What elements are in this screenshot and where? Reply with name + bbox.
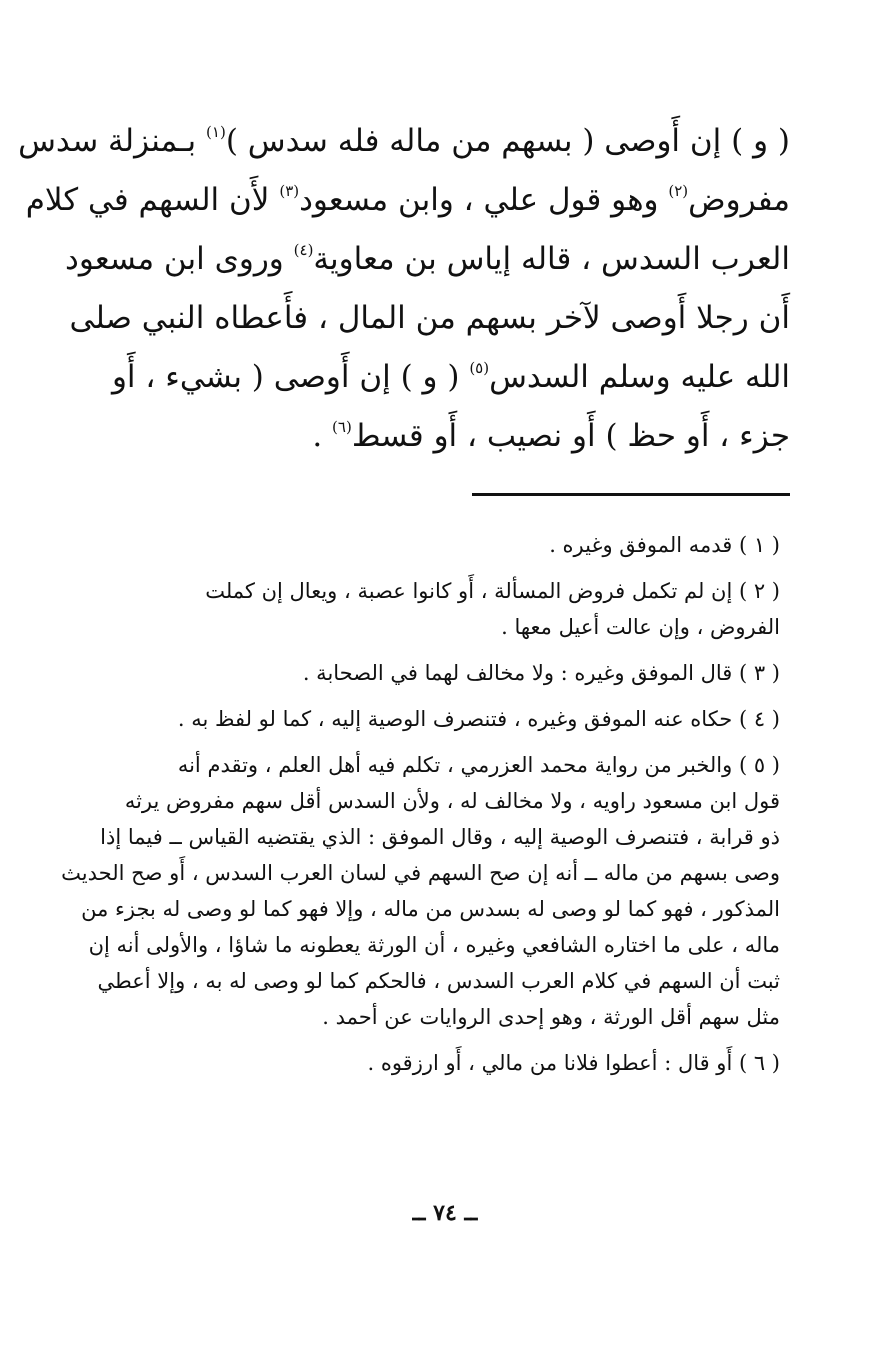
footnote-marker: (٤) — [293, 241, 314, 259]
footnotes-block — [46, 527, 780, 1091]
footnote-marker: (٢) — [668, 182, 689, 200]
main-text-line: أَن رجلا أَوصى لآخر بسهم من المال ، فأَعطاه النبي صلى — [69, 300, 790, 336]
footnote-6 — [46, 1045, 780, 1081]
footnote-line: ( ٥ ) والخبر من رواية محمد العزرمي ، تكلم فيه أهل العلم ، وتقدم أنه — [177, 753, 780, 777]
footnote-line: مثل سهم أقل الورثة ، وهو إحدى الروايات عن أحمد . — [322, 1005, 780, 1029]
footnote-marker: (٥) — [469, 359, 490, 377]
main-text-line: الله عليه وسلم السدس$^{(٥)}$ ( و ) إن أَوصى ( بشيء ، أَو — [111, 359, 790, 395]
footnote-line: ماله ، على ما اختاره الشافعي وغيره ، أن الورثة يعطونه ما شاؤا ، والأولى أنه إن — [88, 933, 780, 957]
footnote-4 — [46, 701, 780, 737]
footnote-5 — [46, 747, 780, 1035]
footnote-line: ثبت أن السهم في كلام العرب السدس ، فالحكم كما لو وصى له به ، وإلا أعطي — [97, 969, 780, 993]
main-text-line: ( و ) إن أَوصى ( بسهم من ماله فله سدس )$^{(١)}$ بـمنزلة سدس — [18, 123, 790, 159]
footnote-marker: (٣) — [279, 182, 300, 200]
footnote-line: ( ١ ) قدمه الموفق وغيره . — [549, 533, 780, 557]
main-text-line: جزء ، أَو حظ ) أَو نصيب ، أَو قسط$^{(٦)}$ . — [312, 418, 790, 454]
footnote-line: ( ٢ ) إن لم تكمل فروض المسألة ، أَو كانوا عصبة ، ويعال إن كملت — [205, 579, 780, 603]
main-text-line: العرب السدس ، قاله إياس بن معاوية$^{(٤)}$ وروى ابن مسعود — [65, 241, 790, 277]
page-number: ــ ٧٤ ــ — [412, 1200, 478, 1226]
main-text-block — [18, 112, 790, 466]
footnote-divider — [472, 493, 790, 496]
footnote-line: ( ٤ ) حكاه عنه الموفق وغيره ، فتنصرف الوصية إليه ، كما لو لفظ به . — [177, 707, 780, 731]
footnote-marker: (٦) — [332, 418, 352, 436]
footnote-line: ذو قرابة ، فتنصرف الوصية إليه ، وقال الموفق : الذي يقتضيه القياس ــ فيما إذا — [100, 825, 780, 849]
footnote-3 — [46, 655, 780, 691]
footnote-line: المذكور ، فهو كما لو وصى له بسدس من ماله ، وإلا فهو كما لو وصى له بجزء من — [81, 897, 780, 921]
footnote-line: ( ٣ ) قال الموفق وغيره : ولا مخالف لهما في الصحابة . — [302, 661, 780, 685]
footnote-2 — [46, 573, 780, 645]
footnote-line: قول ابن مسعود راويه ، ولا مخالف له ، ولأن السدس أقل سهم مفروض يرثه — [124, 789, 780, 813]
footnote-line: ( ٦ ) أَو قال : أعطوا فلانا من مالي ، أَو ارزقوه . — [367, 1051, 780, 1075]
footnote-marker: (١) — [206, 123, 226, 141]
footnote-1 — [46, 527, 780, 563]
footnote-line: وصى بسهم من ماله ــ أنه إن صح السهم في لسان العرب السدس ، أَو صح الحديث — [61, 861, 780, 885]
footnote-line: الفروض ، وإن عالت أعيل معها . — [501, 615, 780, 639]
main-text-line: مفروض$^{(٢)}$ وهو قول علي ، وابن مسعود$^{(٣)}$ لأَن السهم في كلام — [25, 182, 790, 218]
